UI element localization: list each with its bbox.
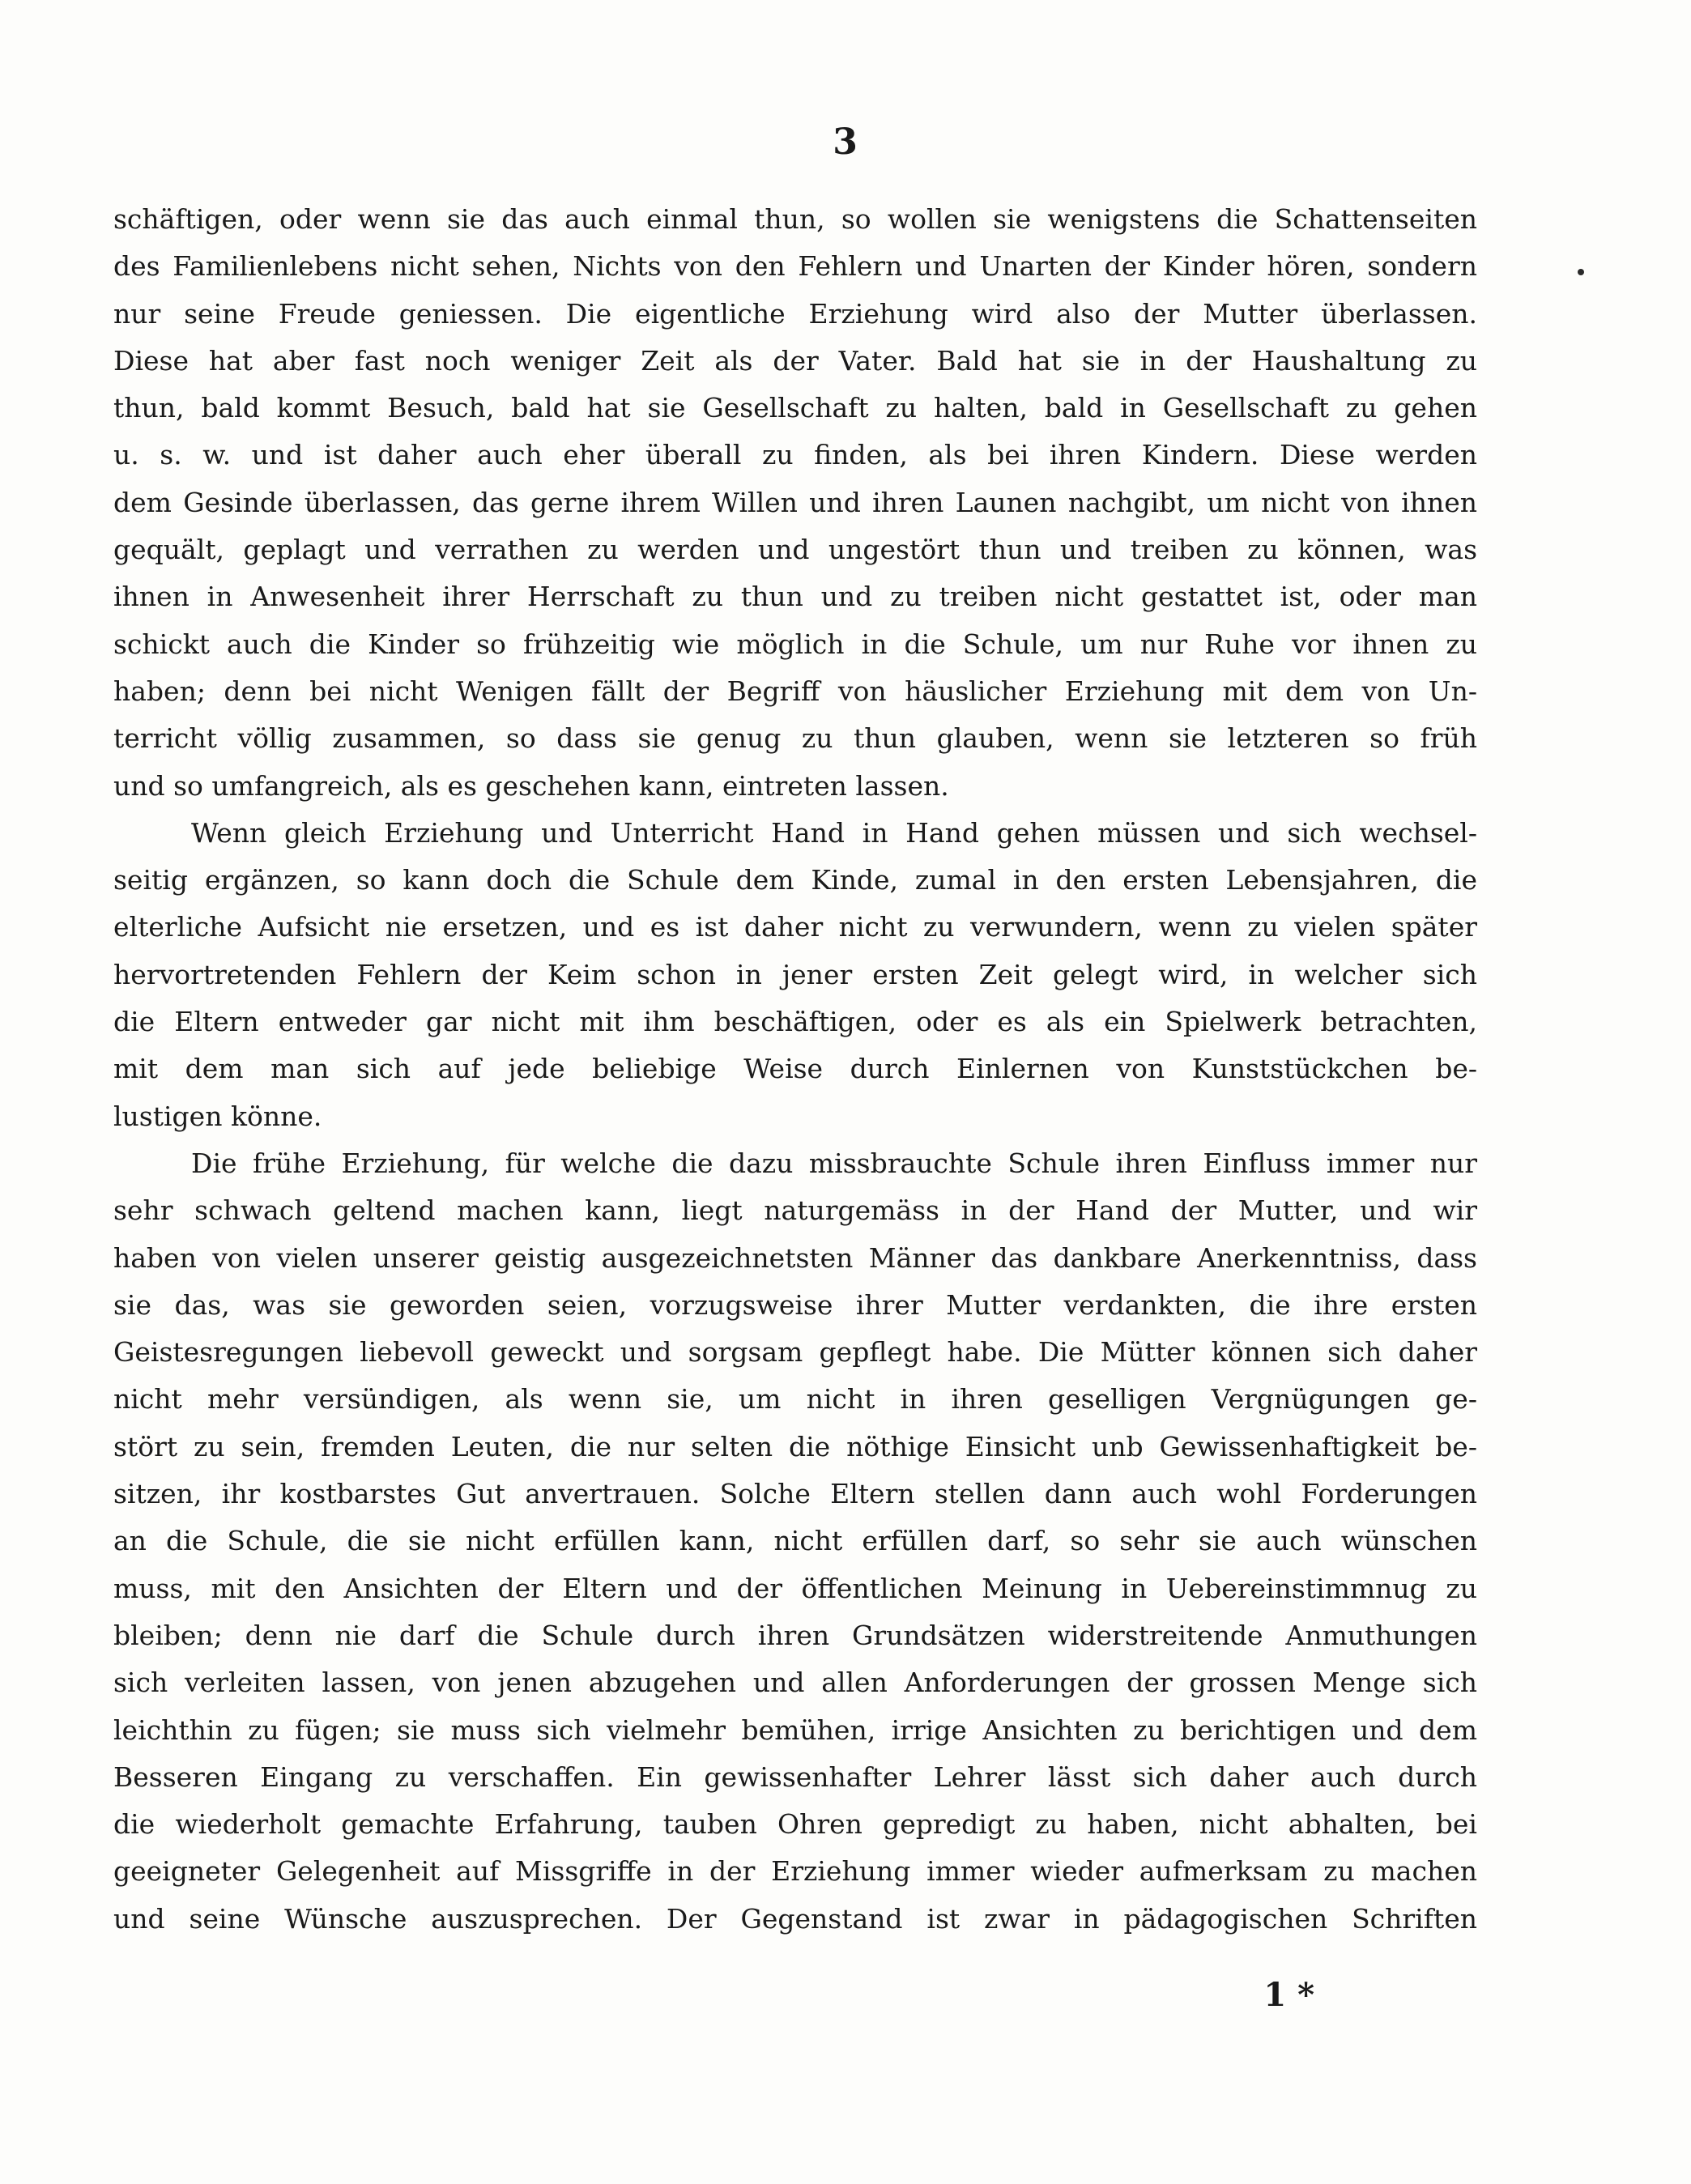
- paragraph-end-line: und so umfangreich, als es geschehen kann, eintreten lassen.: [113, 769, 949, 802]
- text-line: muss, mit den Ansichten der Eltern und der öffentlichen Meinung in Uebereinstimmnug zu: [113, 1572, 1477, 1604]
- text-line: thun, bald kommt Besuch, bald hat sie Gesellschaft zu halten, bald in Gesellschaft zu gehen: [113, 392, 1477, 424]
- paragraph-end-line: lustigen könne.: [113, 1100, 322, 1132]
- text-line: mit dem man sich auf jede beliebige Weise durch Einlernen von Kunststückchen be-: [113, 1053, 1477, 1085]
- text-line: haben; denn bei nicht Wenigen fällt der Begriff von häuslicher Erziehung mit dem von Un-: [113, 675, 1477, 707]
- printer-signature-mark: 1 *: [1263, 1976, 1314, 2014]
- text-line: elterliche Aufsicht nie ersetzen, und es ist daher nicht zu verwundern, wenn zu vielen später: [113, 911, 1477, 943]
- text-line: terricht völlig zusammen, so dass sie genug zu thun glauben, wenn sie letzteren so früh: [113, 722, 1477, 755]
- text-line: gequält, geplagt und verrathen zu werden und ungestört thun und treiben zu können, was: [113, 534, 1477, 566]
- text-line: stört zu sein, fremden Leuten, die nur selten die nöthige Einsicht unb Gewissenhaftigkeit be-: [113, 1430, 1477, 1462]
- text-line: u. s. w. und ist daher auch eher überall zu finden, als bei ihren Kindern. Diese werden: [113, 439, 1477, 471]
- text-line: Diese hat aber fast noch weniger Zeit als der Vater. Bald hat sie in der Haushaltung zu: [113, 344, 1477, 377]
- text-line: schickt auch die Kinder so frühzeitig wie möglich in die Schule, um nur Ruhe vor ihnen zu: [113, 628, 1477, 660]
- paragraph-start-line: Wenn gleich Erziehung und Unterricht Hand in Hand gehen müssen und sich wechsel-: [191, 816, 1477, 849]
- text-line: nur seine Freude geniessen. Die eigentliche Erziehung wird also der Mutter überlassen.: [113, 297, 1477, 330]
- text-line: sitzen, ihr kostbarstes Gut anvertrauen. Solche Eltern stellen dann auch wohl Forderungen: [113, 1478, 1477, 1510]
- text-line: an die Schule, die sie nicht erfüllen kann, nicht erfüllen darf, so sehr sie auch wünschen: [113, 1525, 1477, 1557]
- text-line: leichthin zu fügen; sie muss sich vielmehr bemühen, irrige Ansichten zu berichtigen und dem: [113, 1714, 1477, 1746]
- paragraph-start-line: Die frühe Erziehung, für welche die dazu missbrauchte Schule ihren Einfluss immer nur: [191, 1147, 1477, 1179]
- text-line: schäftigen, oder wenn sie das auch einmal thun, so wollen sie wenigstens die Schattenseiten: [113, 203, 1477, 235]
- page-number: 3: [833, 121, 858, 163]
- text-line: Geistesregungen liebevoll geweckt und sorgsam gepflegt habe. Die Mütter können sich daher: [113, 1336, 1477, 1369]
- text-line: sehr schwach geltend machen kann, liegt naturgemäss in der Hand der Mutter, und wir: [113, 1194, 1477, 1227]
- text-line: nicht mehr versündigen, als wenn sie, um nicht in ihren geselligen Vergnügungen ge-: [113, 1383, 1477, 1416]
- text-line: des Familienlebens nicht sehen, Nichts von den Fehlern und Unarten der Kinder hören, sondern: [113, 250, 1477, 283]
- text-line: geeigneter Gelegenheit auf Missgriffe in der Erziehung immer wieder aufmerksam zu machen: [113, 1855, 1477, 1888]
- text-line: Besseren Eingang zu verschaffen. Ein gewissenhafter Lehrer lässt sich daher auch durch: [113, 1760, 1477, 1793]
- margin-ink-dot: [1578, 269, 1584, 275]
- text-line: hervortretenden Fehlern der Keim schon in jener ersten Zeit gelegt wird, in welcher sich: [113, 958, 1477, 990]
- text-line: die Eltern entweder gar nicht mit ihm beschäftigen, oder es als ein Spielwerk betrachten,: [113, 1006, 1477, 1038]
- text-line: sie das, was sie geworden seien, vorzugsweise ihrer Mutter verdankten, die ihre ersten: [113, 1288, 1477, 1321]
- text-line: bleiben; denn nie darf die Schule durch ihren Grundsätzen widerstreitende Anmuthungen: [113, 1619, 1477, 1651]
- text-line: sich verleiten lassen, von jenen abzugehen und allen Anforderungen der grossen Menge sich: [113, 1667, 1477, 1699]
- text-line: und seine Wünsche auszusprechen. Der Gegenstand ist zwar in pädagogischen Schriften: [113, 1902, 1477, 1935]
- text-line: haben von vielen unserer geistig ausgezeichnetsten Männer das dankbare Anerkenntniss, dass: [113, 1241, 1477, 1274]
- text-line: ihnen in Anwesenheit ihrer Herrschaft zu thun und zu treiben nicht gestattet ist, oder man: [113, 581, 1477, 613]
- text-line: die wiederholt gemachte Erfahrung, tauben Ohren gepredigt zu haben, nicht abhalten, bei: [113, 1808, 1477, 1841]
- body-text: [113, 196, 1477, 1943]
- text-line: dem Gesinde überlassen, das gerne ihrem Willen und ihren Launen nachgibt, um nicht von ihnen: [113, 486, 1477, 518]
- text-line: seitig ergänzen, so kann doch die Schule dem Kinde, zumal in den ersten Lebensjahren, die: [113, 864, 1477, 896]
